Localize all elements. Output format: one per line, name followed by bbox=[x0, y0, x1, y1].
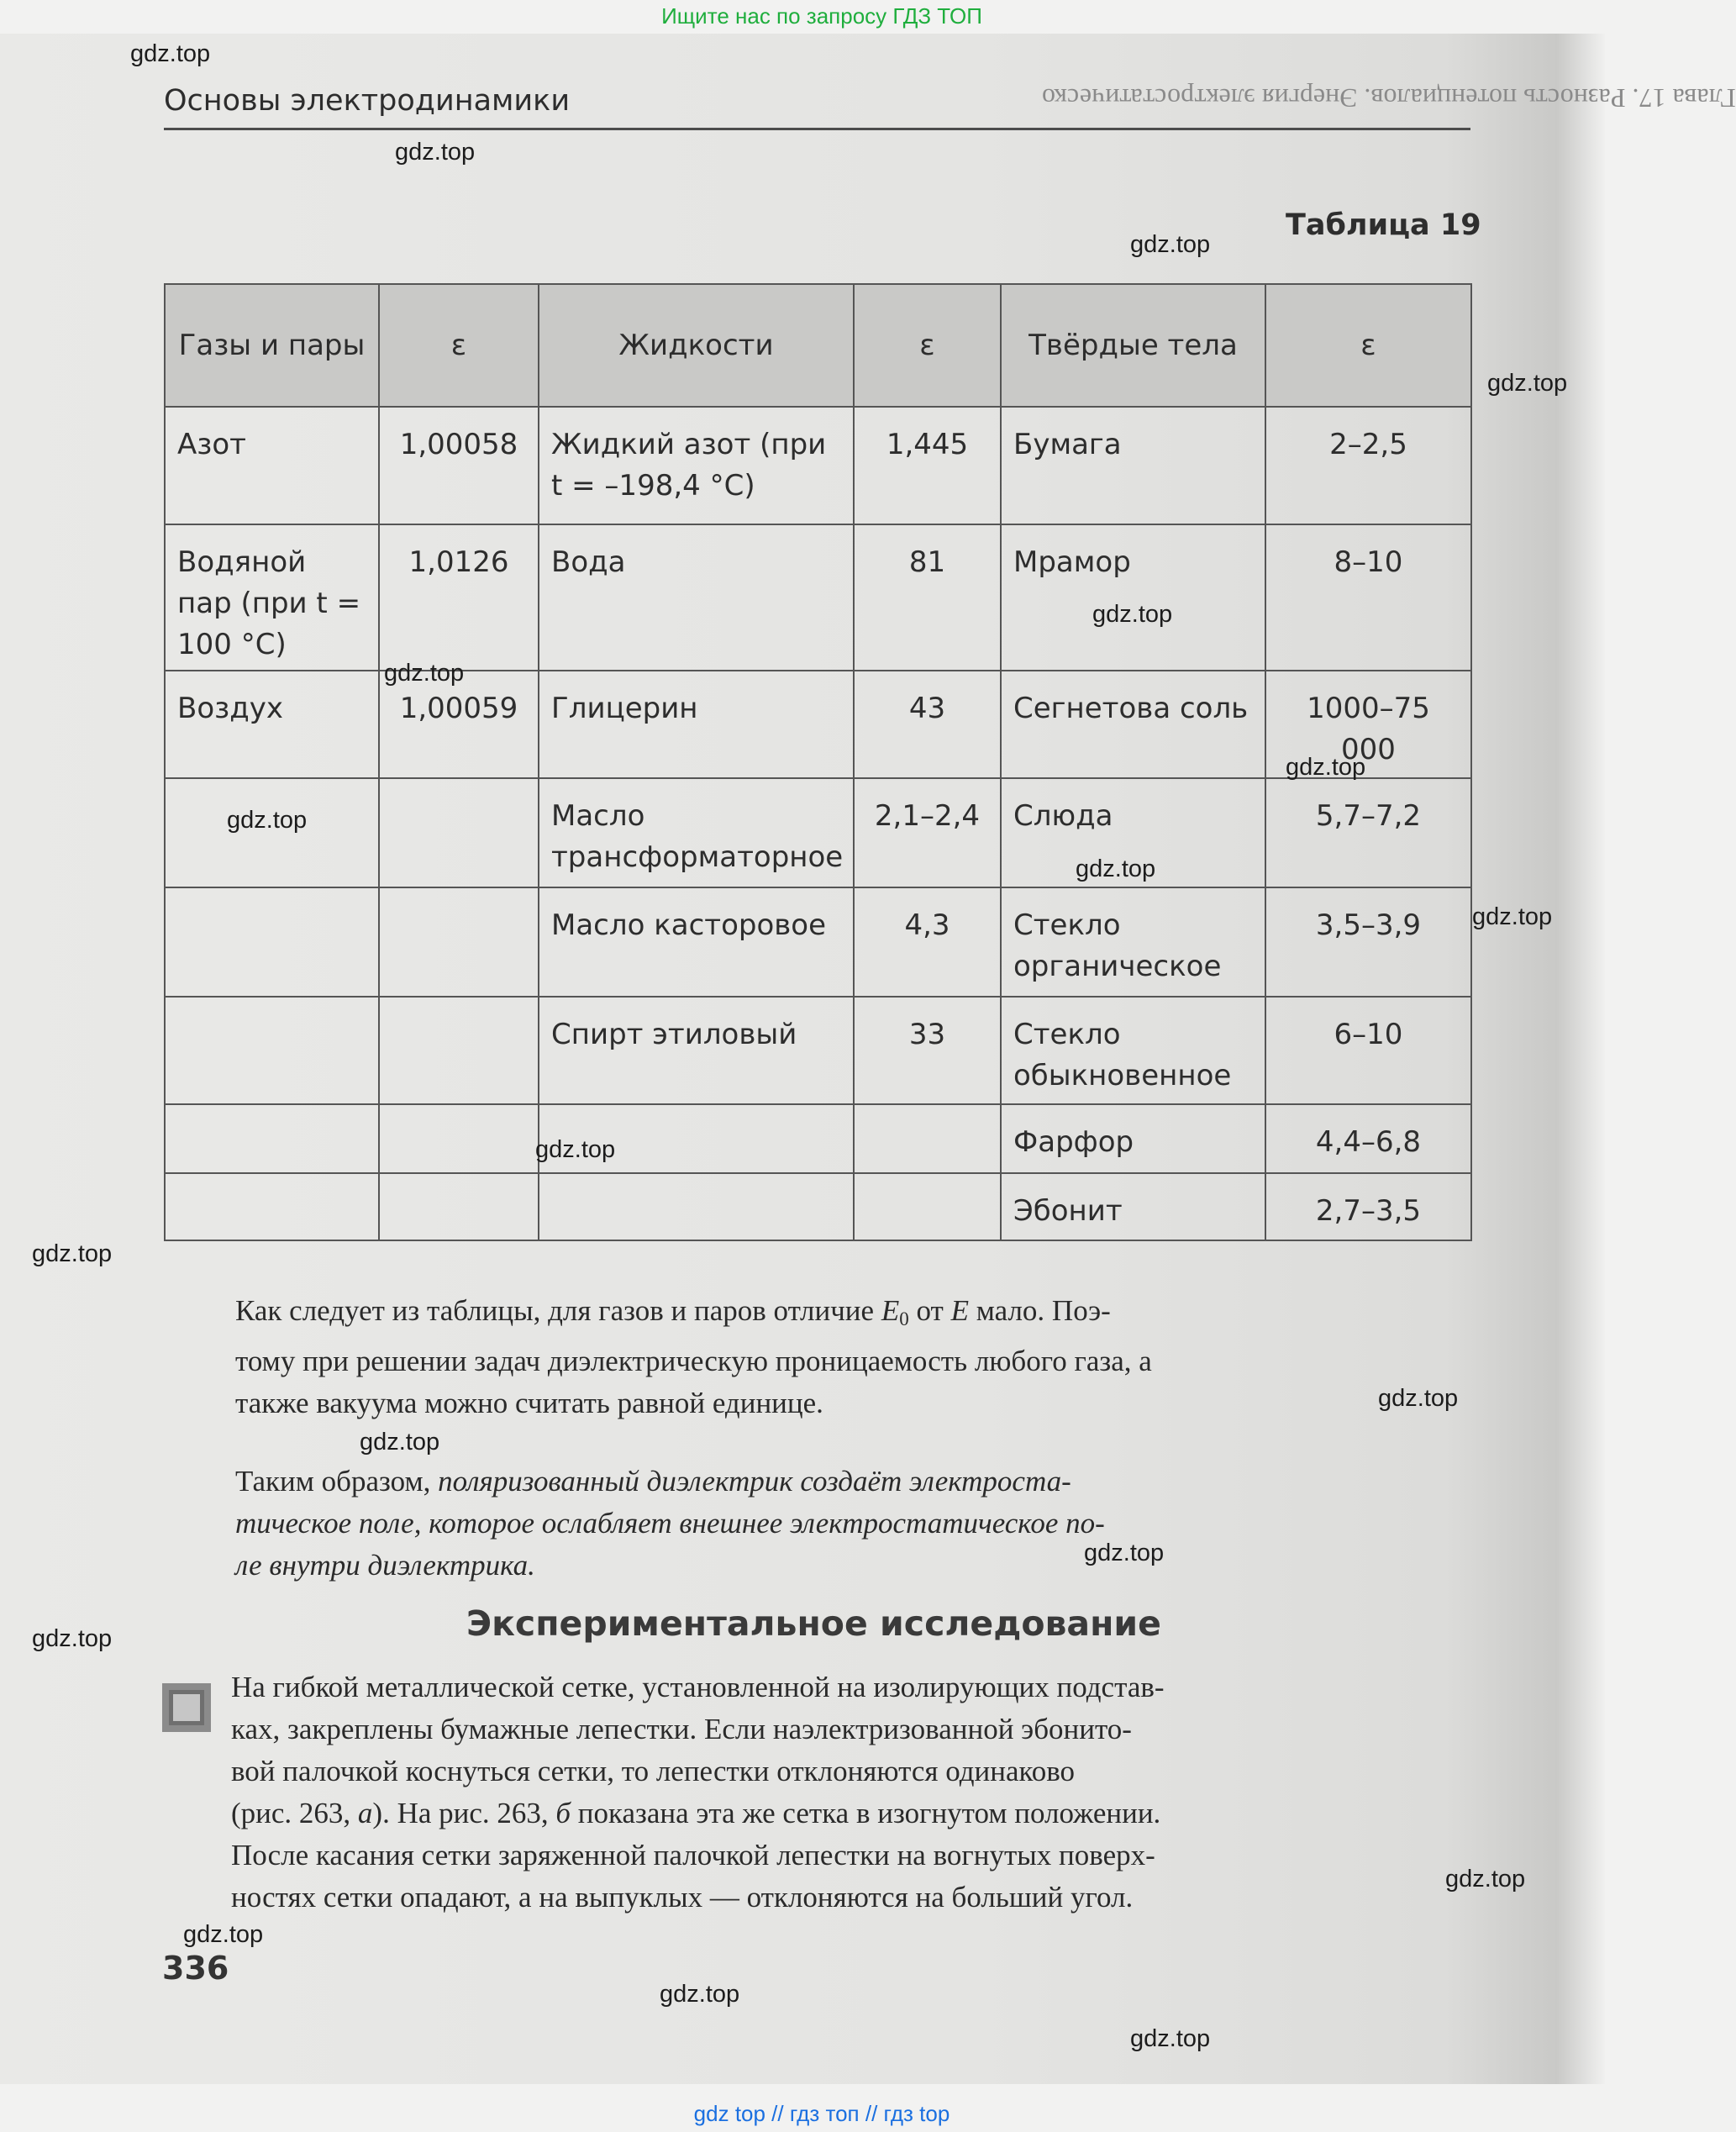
col-header-eps: ε bbox=[854, 284, 1001, 407]
text-line: также вакуума можно считать равной единице. bbox=[235, 1387, 823, 1419]
symbol-e: E bbox=[950, 1294, 969, 1327]
table-cell: Масло касторовое bbox=[539, 887, 854, 997]
paragraph-gases bbox=[235, 1290, 1152, 1424]
table-cell: 2,1–2,4 bbox=[854, 778, 1001, 887]
watermark: gdz.top bbox=[32, 1240, 113, 1267]
table-row bbox=[165, 778, 1471, 887]
table-cell: Слюда bbox=[1001, 778, 1265, 887]
table-cell: 5,7–7,2 bbox=[1265, 778, 1471, 887]
watermark: gdz.top bbox=[130, 40, 211, 67]
table-cell: Сегнетова соль bbox=[1001, 671, 1265, 778]
paragraph-experiment bbox=[231, 1666, 1165, 1919]
table-cell: 1,00059 bbox=[379, 671, 539, 778]
table-row bbox=[165, 407, 1471, 524]
experiment-icon bbox=[162, 1683, 211, 1732]
section-title: Экспериментальное исследование bbox=[466, 1603, 1161, 1644]
table-cell: 2–2,5 bbox=[1265, 407, 1471, 524]
watermark: gdz.top bbox=[1092, 601, 1173, 628]
watermark: gdz.top bbox=[1084, 1540, 1165, 1566]
col-header-solids: Твёрдые тела bbox=[1001, 284, 1265, 407]
table-cell: Азот bbox=[165, 407, 379, 524]
watermark: gdz.top bbox=[1076, 855, 1156, 882]
dielectric-table bbox=[164, 283, 1472, 1241]
table-cell: Масло трансформаторное bbox=[539, 778, 854, 887]
top-banner[interactable]: Ищите нас по запросу ГДЗ ТОП bbox=[661, 3, 982, 29]
header-rule bbox=[164, 128, 1470, 130]
table-cell bbox=[379, 997, 539, 1104]
col-header-gases: Газы и пары bbox=[165, 284, 379, 407]
watermark: gdz.top bbox=[1378, 1385, 1459, 1412]
watermark: gdz.top bbox=[384, 660, 465, 687]
watermark: gdz.top bbox=[360, 1429, 440, 1456]
text-line: ностях сетки опадают, а на выпуклых — отклоняются на больший угол. bbox=[231, 1881, 1134, 1914]
col-header-liquids: Жидкости bbox=[539, 284, 854, 407]
text: (рис. 263, bbox=[231, 1797, 358, 1829]
text-line: вой палочкой коснуться сетки, то лепестки отклоняются одинаково bbox=[231, 1755, 1076, 1787]
table-row bbox=[165, 671, 1471, 778]
running-header: Основы электродинамики bbox=[164, 84, 571, 118]
watermark: gdz.top bbox=[1130, 2025, 1211, 2052]
text-line: На гибкой металлической сетке, установленной на изолирующих подстав- bbox=[231, 1671, 1165, 1703]
watermark: gdz.top bbox=[227, 807, 308, 834]
text-line: ках, закреплены бумажные лепестки. Если наэлектризованной эбонито- bbox=[231, 1713, 1132, 1745]
table-cell: Мрамор bbox=[1001, 524, 1265, 671]
table-cell: Воздух bbox=[165, 671, 379, 778]
table-row bbox=[165, 887, 1471, 997]
table-cell bbox=[379, 1104, 539, 1173]
table-cell: 81 bbox=[854, 524, 1001, 671]
table-cell: Фарфор bbox=[1001, 1104, 1265, 1173]
table-cell: Спирт этиловый bbox=[539, 997, 854, 1104]
watermark: gdz.top bbox=[32, 1625, 113, 1652]
table-cell: Жидкий азот (при t = –198,4 °C) bbox=[539, 407, 854, 524]
table-cell: 1,0126 bbox=[379, 524, 539, 671]
col-header-eps: ε bbox=[1265, 284, 1471, 407]
watermark: gdz.top bbox=[660, 1981, 740, 2008]
table-cell: Бумага bbox=[1001, 407, 1265, 524]
italic-text: поляризованный диэлектрик создаёт электроста- bbox=[438, 1465, 1071, 1498]
watermark: gdz.top bbox=[535, 1136, 616, 1163]
table-cell: Эбонит bbox=[1001, 1173, 1265, 1240]
text: мало. Поэ- bbox=[968, 1294, 1111, 1327]
table-row bbox=[165, 524, 1471, 671]
table-cell: Вода bbox=[539, 524, 854, 671]
table-cell: 43 bbox=[854, 671, 1001, 778]
watermark: gdz.top bbox=[1472, 903, 1553, 930]
page-number: 336 bbox=[162, 1950, 229, 1987]
paragraph-conclusion bbox=[235, 1461, 1105, 1587]
watermark: gdz.top bbox=[1487, 370, 1568, 397]
watermark: gdz.top bbox=[1445, 1866, 1526, 1892]
text: от bbox=[908, 1294, 951, 1327]
table-cell: Глицерин bbox=[539, 671, 854, 778]
watermark: gdz.top bbox=[183, 1921, 264, 1948]
symbol-e: E bbox=[881, 1294, 900, 1327]
text: показана эта же сетка в изогнутом положении. bbox=[571, 1797, 1161, 1829]
col-header-eps: ε bbox=[379, 284, 539, 407]
watermark: gdz.top bbox=[395, 139, 476, 166]
table-cell bbox=[539, 1173, 854, 1240]
table-cell: 2,7–3,5 bbox=[1265, 1173, 1471, 1240]
table-cell: 33 bbox=[854, 997, 1001, 1104]
mirrored-header: Глава 17. Разность потенциалов. Энергия электростатическо bbox=[1042, 83, 1736, 113]
italic-text: тическое поле, которое ослабляет внешнее электростатическое по- bbox=[235, 1507, 1105, 1540]
watermark: gdz.top bbox=[1286, 754, 1366, 781]
text-line: После касания сетки заряженной палочкой лепестки на вогнутых поверх- bbox=[231, 1839, 1155, 1871]
table-cell: 1,445 bbox=[854, 407, 1001, 524]
table-label: Таблица 19 bbox=[1286, 208, 1481, 242]
table-cell: 8–10 bbox=[1265, 524, 1471, 671]
text: ). На рис. 263, bbox=[372, 1797, 556, 1829]
table-cell: 4,4–6,8 bbox=[1265, 1104, 1471, 1173]
text-line: тому при решении задач диэлектрическую проницаемость любого газа, а bbox=[235, 1345, 1152, 1377]
table-cell bbox=[379, 778, 539, 887]
table-header-row bbox=[165, 284, 1471, 407]
table-cell: 6–10 bbox=[1265, 997, 1471, 1104]
table-cell: Стекло обыкновенное bbox=[1001, 997, 1265, 1104]
table-cell bbox=[165, 1104, 379, 1173]
subscript: 0 bbox=[899, 1308, 909, 1329]
table-cell: Стекло органическое bbox=[1001, 887, 1265, 997]
table-cell: 4,3 bbox=[854, 887, 1001, 997]
table-cell bbox=[854, 1173, 1001, 1240]
table-cell bbox=[379, 887, 539, 997]
table-row bbox=[165, 1104, 1471, 1173]
table-cell: 3,5–3,9 bbox=[1265, 887, 1471, 997]
table-cell bbox=[165, 887, 379, 997]
table-cell bbox=[165, 1173, 379, 1240]
text: Таким образом, bbox=[235, 1465, 439, 1498]
table-row bbox=[165, 1173, 1471, 1240]
text: Как следует из таблицы, для газов и паров отличие bbox=[235, 1294, 881, 1327]
table-cell: Водяной пар (при t = 100 °C) bbox=[165, 524, 379, 671]
table-cell: 1000–75 000 bbox=[1265, 671, 1471, 778]
table-cell bbox=[854, 1104, 1001, 1173]
watermark: gdz.top bbox=[1130, 231, 1211, 258]
table-cell bbox=[165, 997, 379, 1104]
table-cell: 1,00058 bbox=[379, 407, 539, 524]
table-cell bbox=[379, 1173, 539, 1240]
italic-text: б bbox=[555, 1797, 571, 1829]
bottom-banner[interactable]: gdz top // гдз топ // гдз top bbox=[693, 2101, 950, 2126]
italic-text: а bbox=[357, 1797, 373, 1829]
italic-text: ле внутри диэлектрика. bbox=[235, 1549, 535, 1582]
table-row bbox=[165, 997, 1471, 1104]
